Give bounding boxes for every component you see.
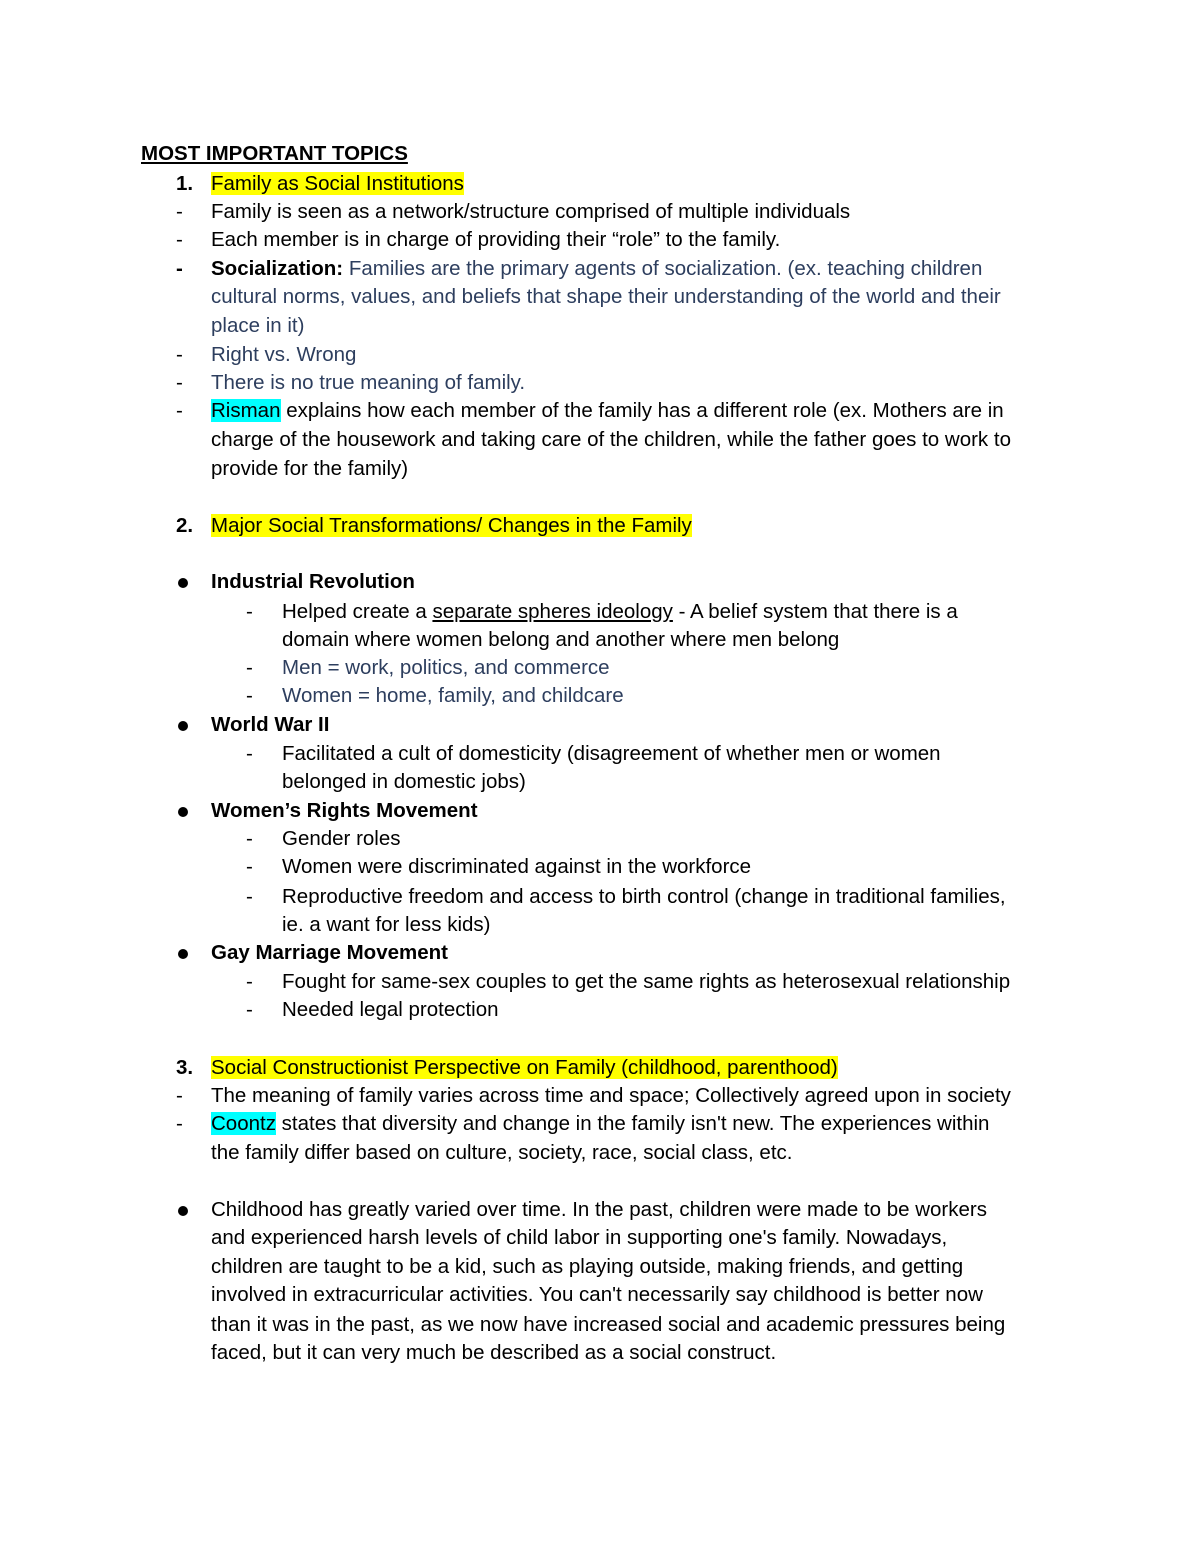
dash-marker: -	[246, 742, 253, 765]
section-3-heading-text: Social Constructionist Perspective on Family (childhood, parenthood)	[211, 1056, 838, 1079]
dash-marker: -	[176, 228, 183, 251]
coontz-name: Coontz	[211, 1112, 276, 1135]
dash-marker: -	[246, 998, 253, 1021]
list-item: Right vs. Wrong	[211, 343, 357, 366]
section-1-heading	[211, 172, 464, 196]
dash-marker: -	[176, 200, 183, 223]
dash-marker: -	[246, 970, 253, 993]
socialization-text-continued: cultural norms, values, and beliefs that shape their understanding of the world and their	[211, 285, 1001, 308]
world-war-2-label: World War II	[211, 713, 330, 736]
dash-marker: -	[176, 399, 183, 422]
separate-spheres-item	[282, 600, 958, 624]
women-item: Women = home, family, and childcare	[282, 684, 624, 707]
childhood-paragraph-line: and experienced harsh levels of child labor in supporting one's family. Nowadays,	[211, 1226, 948, 1249]
bullet-icon	[178, 721, 188, 731]
risman-text: explains how each member of the family has a different role (ex. Mothers are in	[286, 399, 1004, 422]
list-item: Needed legal protection	[282, 998, 499, 1021]
list-item-continued: belonged in domestic jobs)	[282, 770, 526, 793]
childhood-paragraph-line: Childhood has greatly varied over time. In the past, children were made to be workers	[211, 1198, 987, 1221]
dash-marker: -	[176, 1112, 183, 1135]
list-item: Women were discriminated against in the workforce	[282, 855, 752, 878]
separate-spheres-pre: Helped create a	[282, 600, 427, 623]
dash-marker: -	[246, 656, 253, 679]
coontz-text-continued: the family differ based on culture, society, race, social class, etc.	[211, 1141, 793, 1164]
section-2-heading	[211, 514, 692, 538]
separate-spheres-post: - A belief system that there is a	[678, 600, 958, 623]
dash-marker: -	[246, 684, 253, 707]
list-item: Reproductive freedom and access to birth control (change in traditional families,	[282, 885, 1006, 908]
list-item: Facilitated a cult of domesticity (disagreement of whether men or women	[282, 742, 941, 765]
socialization-label: Socialization:	[211, 257, 344, 280]
industrial-revolution-label: Industrial Revolution	[211, 570, 415, 593]
dash-marker: -	[176, 1084, 183, 1107]
socialization-item	[211, 257, 982, 281]
section-3-number: 3.	[176, 1056, 194, 1079]
dash-marker: -	[246, 885, 253, 908]
dash-marker: -	[176, 257, 183, 280]
gay-marriage-label: Gay Marriage Movement	[211, 941, 448, 964]
list-item: There is no true meaning of family.	[211, 371, 526, 394]
childhood-paragraph-line: children are taught to be a kid, such as playing outside, making friends, and getting	[211, 1255, 964, 1278]
page-title: MOST IMPORTANT TOPICS	[141, 142, 408, 165]
risman-text-continued: charge of the housework and taking care of the children, while the father goes to work to	[211, 428, 1011, 451]
list-item: Family is seen as a network/structure comprised of multiple individuals	[211, 200, 851, 223]
dash-marker: -	[246, 855, 253, 878]
section-3-heading	[211, 1056, 838, 1080]
childhood-paragraph-line: than it was in the past, as we now have increased social and academic pressures being	[211, 1313, 1006, 1336]
childhood-paragraph-line: involved in extracurricular activities. You can't necessarily say childhood is better now	[211, 1283, 983, 1306]
section-1-number: 1.	[176, 172, 194, 195]
bullet-icon	[178, 578, 188, 588]
dash-marker: -	[176, 343, 183, 366]
coontz-text: states that diversity and change in the family isn't new. The experiences within	[281, 1112, 990, 1135]
separate-spheres-term: separate spheres ideology	[432, 600, 673, 623]
coontz-item	[211, 1112, 989, 1136]
risman-name: Risman	[211, 399, 281, 422]
socialization-text-continued: place in it)	[211, 314, 305, 337]
list-item: Fought for same-sex couples to get the same rights as heterosexual relationship	[282, 970, 1011, 993]
bullet-icon	[178, 949, 188, 959]
socialization-text: Families are the primary agents of socialization. (ex. teaching children	[348, 257, 983, 280]
dash-marker: -	[176, 371, 183, 394]
list-item: Gender roles	[282, 827, 401, 850]
bullet-icon	[178, 807, 188, 817]
section-2-heading-text: Major Social Transformations/ Changes in the Family	[211, 514, 692, 537]
womens-rights-label: Women’s Rights Movement	[211, 799, 478, 822]
list-item: The meaning of family varies across time and space; Collectively agreed upon in society	[211, 1084, 1011, 1107]
risman-text-continued: provide for the family)	[211, 457, 409, 480]
dash-marker: -	[246, 827, 253, 850]
dash-marker: -	[246, 600, 253, 623]
section-2-number: 2.	[176, 514, 194, 537]
bullet-icon	[178, 1206, 188, 1216]
separate-spheres-continued: domain where women belong and another where men belong	[282, 628, 840, 651]
list-item: Each member is in charge of providing their “role” to the family.	[211, 228, 781, 251]
section-1-heading-text: Family as Social Institutions	[211, 172, 464, 195]
men-item: Men = work, politics, and commerce	[282, 656, 610, 679]
childhood-paragraph-line: faced, but it can very much be described as a social construct.	[211, 1341, 777, 1364]
list-item-continued: ie. a want for less kids)	[282, 913, 491, 936]
risman-item	[211, 399, 1004, 423]
